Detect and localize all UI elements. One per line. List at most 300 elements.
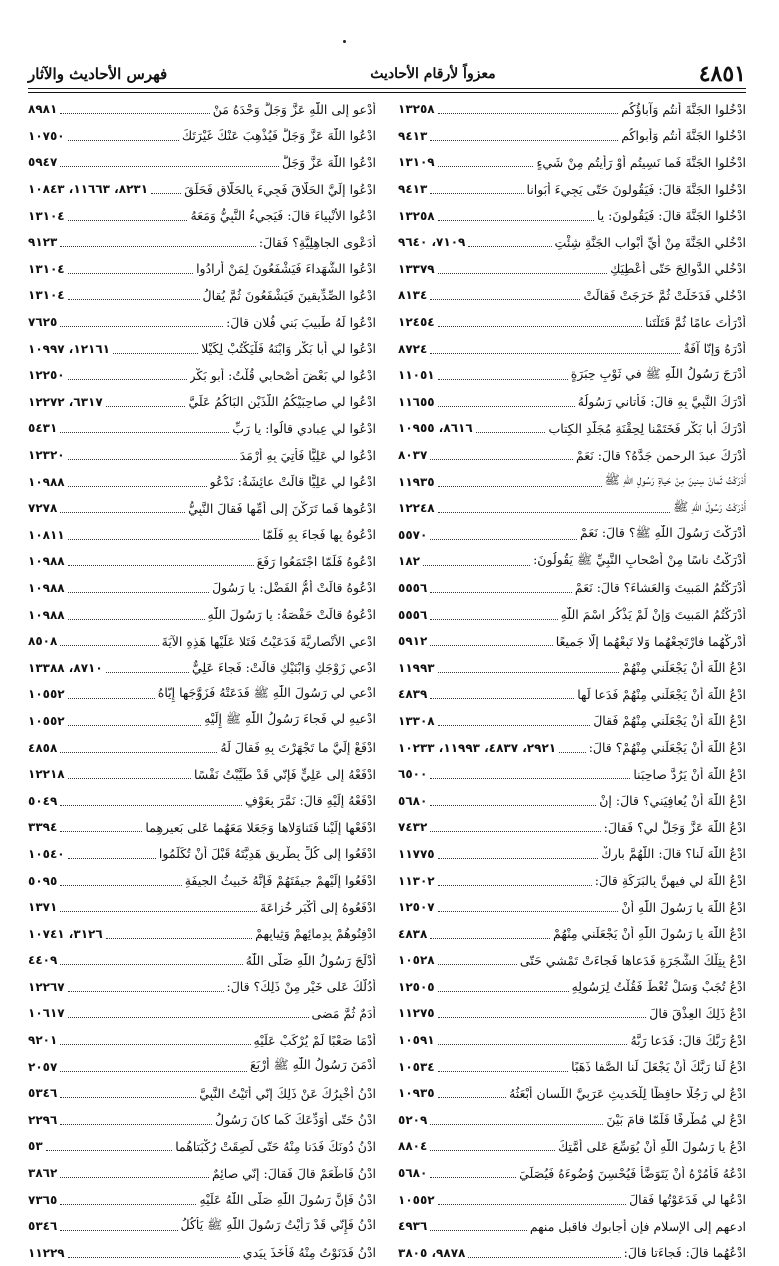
hadith-text: ادْفَعُوهُ إِلى أَكْبَرِ خُزاعَةَ [259,899,376,915]
index-entry [398,548,746,575]
dot-leader [60,642,158,646]
index-entry [398,495,746,522]
dot-leader [438,988,569,992]
hadith-number: ١٠٩٨٨ [28,474,65,489]
hadith-text: ادْعُوا لي أَبا بَكْرٍ وَابْنَهُ فَلْيَكْتُبْ لِكَيْلا [201,341,376,357]
hadith-number: ٥٤٣١ [28,421,58,436]
hadith-text: ادْفَعْهُ إِلى عَلِيٍّ فَإِنّي قَدْ طَيَّبْتُ نَفْسًا [193,766,376,782]
hadith-text: ادْنُ دُونَكَ فَدَنا مِنْهُ حَتّى لَصِقَتْ رُكْبَتاهُما [175,1138,376,1154]
dot-leader [106,669,189,673]
index-entry [28,149,376,176]
hadith-number: ١٠٩٨٨ [28,607,65,622]
hadith-text: ادْعُ اللّٰهَ لَنا؟ قالَ: اللَّهُمَّ بارِكْ [601,846,746,862]
hadith-text: أَدْرَكْتُمُ المَبيتَ وَإِنْ لَمْ يَذْكُرِ اسْمَ اللّٰهِ [560,607,746,623]
hadith-number: ٣١٢٦، ١٠٧٤١ [28,926,103,941]
hadith-text: ادْنُ فَإِنَّ رَسُولَ اللّٰهِ صَلّى اللّٰهُ عَلَيْهِ [199,1192,376,1208]
hadith-number: ٨٦١٦، ١٠٩٥٥ [398,421,473,436]
hadith-text: ادْفَعْهُ إِلَيْهِ قالَ: نَمَّرَ بِعَوْفٍ [245,793,376,809]
hadith-text: ادْعُ اللّٰهَ أَنْ يَجْعَلَني مِنْهُمْ فَدَعا لَها [577,686,746,702]
index-entry [398,389,746,416]
hadith-number: ٥٥٥٦ [398,607,428,622]
hadith-text: أَدْرَكَ عبدَ الرحمن جَدَّهُ؟ قالَ: نَعَمْ [575,447,746,463]
hadith-number: ١٠٥٣٤ [398,1059,435,1074]
dot-leader [60,802,242,806]
dot-leader [60,1094,196,1098]
dot-leader [430,642,552,646]
hadith-number: ٣٣٩٤ [28,820,58,835]
dot-leader [68,270,193,274]
hadith-text: ادْعُوا إِلَيَّ الحَلّاقَ فَجِيءَ بِالحَلّاقِ فَحَلَقَ [184,181,376,197]
dot-leader [68,137,179,141]
dot-leader [438,163,534,167]
hadith-text: ادْعُوا لي عِبادي قالُوا: يا رَبِّ [232,420,376,436]
hadith-number: ١٢٢٦٧ [28,979,65,994]
hadith-text: ادْعُوا الصِّدِّيقينَ فَيَشْفَعُونَ ثُمَّ يُقالُ [202,287,376,303]
dot-leader [430,695,574,699]
dot-leader [430,775,630,779]
hadith-number: ٩٨٧٨، ٣٨٠٥ [398,1245,466,1260]
index-entry [28,176,376,203]
index-entry [28,787,376,814]
index-entry [398,1027,746,1054]
index-entry [398,96,746,123]
hadith-text: أَدْرَكَ أَبا بَكْرٍ فَخَتَمْنا لِحِقْنَةِ مُجَلَّدِ الكِتابِ [548,420,746,436]
hadith-text: ادْعُهُما قالَ: فَجاءَتا قالَ: [623,1245,746,1261]
index-entry [398,681,746,708]
dot-leader [438,1068,569,1072]
index-entry [28,1213,376,1240]
index-entry [398,601,746,628]
hadith-number: ١١٧٧٥ [398,846,435,861]
hadith-number: ٨٧١٠، ١٣٣٨٨ [28,660,103,675]
hadith-text: ادْعُوهُ بِها فَجاءَ بِهِ فَلَمّا [262,527,376,543]
index-entry [28,974,376,1001]
index-entry [398,149,746,176]
dot-leader [68,296,200,300]
index-entry [28,522,376,549]
hadith-number: ١٠٥٥٢ [28,713,65,728]
hadith-number: ٤٩٣٦ [398,1219,428,1234]
dot-leader [430,456,573,460]
dot-leader [430,190,523,194]
hadith-text: أَدْرَكْتُمُ المَبيتَ وَالعَشاءَ؟ قالَ: نَعَمْ [574,580,746,596]
index-entry [398,628,746,655]
hadith-number: ٥٩٤٧ [28,155,58,170]
hadith-text: أَدْرَكَ النَّبِيَّ بِهِ قالَ: فَأَتاني رَسُولُهُ [577,394,746,410]
dot-leader [430,1227,527,1231]
index-entry [28,894,376,921]
index-entry [398,229,746,256]
dot-leader [151,190,181,194]
dot-leader [68,988,224,992]
index-column-right [398,96,746,1266]
index-entry [28,1240,376,1266]
index-entry [398,920,746,947]
hadith-number: ٨٩٨١ [28,102,58,117]
hadith-number: ١٠٥٩١ [398,1033,435,1048]
hadith-number: ١٠٥٥٢ [28,687,65,702]
hadith-text: ادْخُلي الدَّوالِجَ حَتّى أُعْطِيَكِ [610,261,746,277]
hadith-number: ٨٧٢٤ [398,341,428,356]
hadith-number: ٥٣٤٦ [28,1219,58,1234]
index-entry [398,1000,746,1027]
hadith-text: ادعهم إلى الإسلام فإن أجابوك فاقبل منهم [529,1218,746,1234]
hadith-number: ١١٣٠٢ [398,873,435,888]
index-entry [28,256,376,283]
hadith-number: ١٣١٠٤ [28,208,65,223]
dot-leader [68,695,155,699]
dot-leader [438,509,670,513]
page-title: معزواً لأرقام الأحاديث [370,66,496,82]
hadith-number: ٨٨٠٤ [398,1139,428,1154]
hadith-text: ادْعُوها فَما تَرَكْنَ إِلى أُمِّها فَقالَ النَّبِيُّ [188,500,376,516]
hadith-text: أَدْرَكْتَ رَسُولَ اللّٰهِ ﷺ؟ قالَ: نَعَمْ [580,525,746,541]
index-entry [398,814,746,841]
dot-leader [60,882,181,886]
dot-leader [60,429,229,433]
index-entry [398,1240,746,1266]
hadith-text: أَدْمَنَ رَسُولُ اللّٰهِ ﷺ أَرْبَعَ [249,1057,376,1073]
hadith-number: ٥٠٩٥ [28,873,58,888]
hadith-number: ٢٠٥٧ [28,1059,58,1074]
hadith-text: ادْنُ فَدَنَوْتُ مِنْهُ فَأَخَذَ بِيَدي [242,1245,376,1261]
index-entry [28,1000,376,1027]
hadith-text: ادْعُوهُ فَلَمّا اجْتَمَعُوا رَفَعَ [256,553,376,569]
hadith-text: ادْعيهِ لي فَجاءَ رَسُولُ اللّٰهِ ﷺ إِلَيْهِ [204,711,376,727]
hadith-text: ادْعي الأَنْصارِيَّةَ فَدَعَيْتُ فَتَلا عَلَيْها هَذِهِ الآيَةَ [161,633,376,649]
dot-leader [60,243,256,247]
index-entry [398,1107,746,1134]
index-entry [28,335,376,362]
dot-leader [68,722,202,726]
hadith-number: ٩٢٠١ [28,1033,58,1048]
index-entry [398,442,746,469]
dot-leader [60,749,217,753]
hadith-text: ادْعُ اللّٰهَ أَنْ يَجْعَلَني مِنْهُمْ [622,660,746,676]
hadith-number: ٧١٠٩، ٩٦٤٠ [398,235,466,250]
index-entry [28,628,376,655]
dot-leader [430,616,557,620]
dot-leader [438,323,642,327]
hadith-text: ادْعُهُ فَأْمُرْهُ أَنْ يَتَوَضَّأَ فَيُحْسِنَ وُضُوءَهُ فَيُصَلِّيَ [519,1165,746,1181]
dot-leader [438,722,591,726]
index-entry [28,867,376,894]
dot-leader [430,828,600,832]
index-entry [28,389,376,416]
index-entry [398,176,746,203]
hadith-number: ١٢٢٥٠ [28,368,65,383]
hadith-number: ٦٥٠٠ [398,767,428,782]
dot-leader [68,456,237,460]
index-entry [398,1186,746,1213]
hadith-text: ادْفَعْها إِلَيْنا فَتَناوَلاها وَجَعَلا مَعَهُما عَلى بَعيرِهِما [145,819,376,835]
index-entry [28,654,376,681]
page-header [28,62,746,86]
dot-leader [60,1174,209,1178]
index-entry [398,947,746,974]
hadith-text: ادْنُ حَتّى أُوَدِّعَكَ كَما كانَ رَسُولُ [214,1112,376,1128]
index-entry [28,548,376,575]
hadith-text: ادْنُ أُخْبِرُكَ عَنْ ذَلِكَ إِنّي أَتَيْتُ النَّبِيَّ [199,1085,376,1101]
index-entry [28,282,376,309]
index-entry [28,947,376,974]
index-entry [28,123,376,150]
dot-leader [60,1041,250,1045]
hadith-text: أَدْعو إلى اللّٰهِ عَزَّ وَجَلَّ وَحْدَهُ مَنْ [212,101,376,117]
hadith-number: ١٢١٦١، ١٠٩٩٧ [28,341,110,356]
hadith-text: أَدْرِكْهُما فارْتَجِعْهُما وَلا تَبِعْهُما إِلّا جَميعًا [555,633,746,649]
hadith-text: ادْعُوا الأَنْبِياءَ قالَ: فَيَجيءُ النَّبِيُّ وَمَعَهُ [190,208,376,224]
index-entry [28,575,376,602]
index-entry [398,202,746,229]
hadith-text: ادْخُلوا الجَنَّةَ فَما نَسِيتُم أَوْ رَأَيتُم مِنْ شَيءٍ [536,154,746,170]
hadith-text: ادْعُوا لَهُ طَبيبَ بَني فُلانٍ قالَ: [226,314,376,330]
hadith-text: ادْخُلوا الجَنَّةَ أَنتُم وَآباؤُكُم [621,101,746,117]
index-entry [28,468,376,495]
hadith-number: ١٢٤٥٤ [398,315,435,330]
hadith-text: ادْعُوهُ قالَتْ حَفْصَةُ: يا رَسُولَ اللّٰهِ [207,607,376,623]
hadith-number: ٥٢٠٩ [398,1112,428,1127]
index-title: فهرس الأحاديث والآثار [28,65,168,83]
index-entry [398,974,746,1001]
hadith-text: أَدَمٌ ثُمَّ مَضى [311,1005,376,1021]
dot-leader [60,509,185,513]
dot-leader [68,616,205,620]
index-entry [28,681,376,708]
dot-leader [60,1227,177,1231]
index-entry [398,468,746,495]
header-rule [28,88,746,89]
hadith-number: ٥٥٧٠ [398,527,428,542]
index-entry [398,522,746,549]
dot-leader [468,243,551,247]
hadith-text: ادْنُ فَإِنّي قَدْ رَأَيْتُ رَسُولَ اللّٰهِ ﷺ يَأْكُلُ [180,1216,376,1232]
dot-leader [438,1014,647,1018]
hadith-number: ١٣٣٧٩ [398,261,435,276]
hadith-number: ٨٢٣١، ١١٦٦٣، ١٠٨٤٣ [28,182,149,197]
hadith-text: ادْعُ اللّٰهَ أَنْ يَرُدَّ صاحِبَنا [633,766,746,782]
index-entry [28,1053,376,1080]
hadith-number: ١١٢٧٥ [398,1006,435,1021]
hadith-text: ادْخُلوا الجَنَّةَ قالَ: فَيَقُولونَ: يا [596,208,746,224]
dot-leader [68,376,187,380]
hadith-number: ٥٥٥٦ [398,580,428,595]
hadith-number: ١٠٨١١ [28,527,65,542]
hadith-number: ٤٨٣٩ [398,687,428,702]
index-entry [398,708,746,735]
dot-leader [438,1094,506,1098]
hadith-number: ٧٦٢٥ [28,315,58,330]
hadith-text: ادْخُلي الجَنَّةَ مِنْ أَيِّ أَبْوابِ الجَنَّةِ شِئْتِ [554,234,746,250]
index-entry [28,309,376,336]
hadith-number: ١٠٥٤٠ [28,846,65,861]
hadith-text: أَدْرَجَ رَسُولُ اللّٰهِ ﷺ في ثَوْبِ حِبَرَةٍ [570,365,746,381]
hadith-number: ١٠٩٨٨ [28,554,65,569]
dot-leader [430,1174,516,1178]
index-entry [398,282,746,309]
index-entry [28,1186,376,1213]
hadith-number: ١٠٩٨٨ [28,580,65,595]
index-entry [398,415,746,442]
dot-leader [60,163,279,167]
dot-leader [60,1121,212,1125]
hadith-number: ٣٨٦٢ [28,1166,58,1181]
dot-leader [430,137,618,141]
hadith-number: ١٠٦١٧ [28,1006,65,1021]
hadith-text: ادْعُ اللّٰهَ عَزَّ وَجَلَّ لي؟ فَقالَ: [603,819,746,835]
hadith-text: ادْعُوا لي عَلِيًّا قالَتْ عائِشَةُ: نَدْعُو [209,474,376,490]
dot-leader [46,1147,173,1151]
hadith-number: ١٢٢١٨ [28,767,65,782]
index-entry [398,1053,746,1080]
dot-leader [438,270,607,274]
hadith-text: أَدْرَهُ وَإِنّا آفَةٌ [683,341,746,357]
hadith-number: ١٣١٠٤ [28,288,65,303]
index-entry [28,229,376,256]
index-entry [398,867,746,894]
index-entry [28,495,376,522]
dot-leader [60,828,142,832]
dot-leader [438,483,602,487]
index-entry [28,708,376,735]
dot-leader [438,669,620,673]
hadith-text: ادْعي لي رَسُولَ اللّٰهِ ﷺ فَدَعَتْهُ فَزَوَّجَها إِيّاهُ [157,684,376,700]
dot-leader [430,296,580,300]
hadith-text: ادْعُ اللّٰهَ أَنْ يَجْعَلَني مِنْهُمْ؟ قالَ: [588,740,746,756]
hadith-number: ٥٣٤٦ [28,1086,58,1101]
hadith-text: ادْفَعْ إِلَيَّ ما تَجْهَرْتَ بِهِ فَقالَ لَهُ [220,740,376,756]
index-entry [28,96,376,123]
hadith-number: ١٨٢ [398,554,420,569]
dot-leader [106,935,252,939]
dot-leader [438,1201,626,1205]
hadith-number: ٨١٣٤ [398,288,428,303]
hadith-number: ١١٩٣٥ [398,474,435,489]
hadith-number: ٤٤٠٩ [28,953,58,968]
hadith-text: ادْعُ لَنا رَبَّكَ أَنْ يَجْعَلَ لَنا الصَّفا ذَهَبًا [571,1059,746,1075]
index-entry [28,1133,376,1160]
dot-leader [68,483,207,487]
hadith-text: ادْعُ لي مُطْرِفًا فَلَمّا قامَ بَيْنَ [606,1112,746,1128]
dot-leader [60,323,223,327]
hadith-number: ٥٦٨٠ [398,793,428,808]
index-entry [398,1213,746,1240]
dot-leader [68,775,191,779]
hadith-number: ١٣٣٠٨ [398,713,435,728]
hadith-number: ١٢٥٠٥ [398,979,435,994]
hadith-text: ادْعُوا لي صاحِبَيْكُمُ اللَّذَيْنِ البَاكُمُ عَلَيَّ [188,394,376,410]
header-rule-thin [28,92,746,93]
hadith-text: ادْعُ اللّٰهَ يا رَسُولَ اللّٰهِ أَنْ [621,899,746,915]
hadith-text: أَدْرَكْتُ رَسُولَ اللّٰهِ ﷺ [673,498,746,514]
dot-leader [106,403,186,407]
hadith-number: ٤٨٣٨ [398,926,428,941]
index-entry [28,1080,376,1107]
dot-leader [68,562,254,566]
hadith-text: ادْفَعُوا إِلى كُلِّ بِطْرِيقٍ هَدِيَّتَهُ قَبْلَ أَنْ تُكَلِّمُوا [158,846,376,862]
hadith-text: ادْفَعُوا إِلَيْهِمْ جيفَتَهُمْ فَإِنَّهُ خَبيثُ الجيفَةِ [184,873,376,889]
hadith-text: ادْعُوا لي عَلِيًّا فَأُتِيَ بِهِ أَرْمَدَ [239,447,376,463]
dot-leader [60,110,209,114]
dot-leader [476,429,546,433]
hadith-number: ٢٩٢١، ٤٨٣٧، ١١٩٩٣، ١٠٢٣٣ [398,740,557,755]
hadith-text: ادْعُوا اللّٰهَ عَزَّ وَجَلَّ فَيُذْهِبَ عَنْكَ غَيْرَتَكَ [181,128,376,144]
hadith-text: ادْعُها لي فَدَعَوْتُها فَقالَ [629,1192,746,1208]
hadith-number: ٨٥٠٨ [28,634,58,649]
index-entry [28,920,376,947]
dot-leader [430,589,572,593]
index-entry [398,575,746,602]
index-entry [398,256,746,283]
hadith-text: أَدْرَكْتُ ثَمانَ سِنينَ مِنْ حَياةِ رَسُولِ اللّٰهِ ﷺ [604,472,746,488]
hadith-text: ادْعُوا الشُّهَداءَ فَيَشْفَعُونَ لِمَنْ أَرادُوا [196,261,376,277]
index-entry [398,123,746,150]
hadith-text: ادْنُ فَاطْعَمْ قالَ فَقالَ: إِنّي صائِمٌ [211,1165,376,1181]
index-entry [28,362,376,389]
hadith-number: ١٢٢٤٨ [398,501,435,516]
hadith-number: ١٠٥٥٢ [398,1192,435,1207]
index-entry [28,415,376,442]
dot-leader [430,350,680,354]
hadith-text: ادْعي زَوْجَكِ وَابْنَيْكِ قالَتْ: فَجاءَ عَلِيٌّ [191,660,376,676]
hadith-number: ٥٩١٢ [398,634,428,649]
dot-leader [68,536,260,540]
hadith-text: ادْخُلوا الجَنَّةَ قالَ: فَيَقُولونَ حَتّى يَجِيءَ أَبَوانا [526,181,746,197]
hadith-text: ادْعُوا اللّٰهَ عَزَّ وَجَلَّ [281,154,376,170]
hadith-text: ادْخُلوا الجَنَّةَ أَنتُم وَأَبواكُم [621,128,746,144]
dot-leader [60,961,242,965]
hadith-number: ١١٠٥١ [398,368,435,383]
dot-leader [438,855,599,859]
hadith-number: ٩٤١٣ [398,182,428,197]
hadith-number: ٧٣٦٥ [28,1192,58,1207]
hadith-text: أَدْلَجَ رَسُولُ اللّٰهِ صَلّى اللّٰهُ [245,952,376,968]
index-entry [398,761,746,788]
hadith-number: ١٣٧١ [28,900,58,915]
dot-leader [430,935,550,939]
hadith-text: أَدُلُّكَ عَلى خَيْرٍ مِنْ ذَلِكَ؟ قالَ: [226,979,376,995]
dot-leader [438,961,517,965]
dot-leader [68,217,188,221]
index-entry [28,1160,376,1187]
page-number: ٤٨٥١ [698,61,746,87]
hadith-text: ادْعُ ذَلِكَ العِذْقَ قالَ [649,1005,746,1021]
hadith-number: ١١٩٩٣ [398,660,435,675]
dot-leader [430,1121,603,1125]
index-entry [398,1160,746,1187]
index-entry [398,654,746,681]
index-entry [28,202,376,229]
index-entry [28,1027,376,1054]
dot-leader [430,1147,555,1151]
index-entry [398,841,746,868]
index-entry [28,761,376,788]
index-entry [28,841,376,868]
index-entry [398,1133,746,1160]
hadith-text: أَدْرَكْتُ ناسًا مِنْ أَصْحابِ النَّبِيِّ ﷺ يَقُولُونَ: [533,551,746,567]
hadith-number: ١١٢٢٩ [28,1245,65,1260]
dot-leader [468,1254,620,1258]
dot-leader [68,855,156,859]
hadith-text: ادْعُ اللّٰهَ لي فيهِنَّ بِالبَرَكَةِ قالَ: [594,873,746,889]
hadith-number: ١٠٥٢٨ [398,953,435,968]
dot-leader [60,1068,247,1072]
index-entry [398,309,746,336]
hadith-text: ادْخُلي فَدَخَلَتْ ثُمَّ خَرَجَتْ فَقالَتْ [583,287,746,303]
dot-leader [559,749,586,753]
hadith-number: ١٢٣٢٠ [28,448,65,463]
hadith-number: ١٣٢٥٨ [398,102,435,117]
